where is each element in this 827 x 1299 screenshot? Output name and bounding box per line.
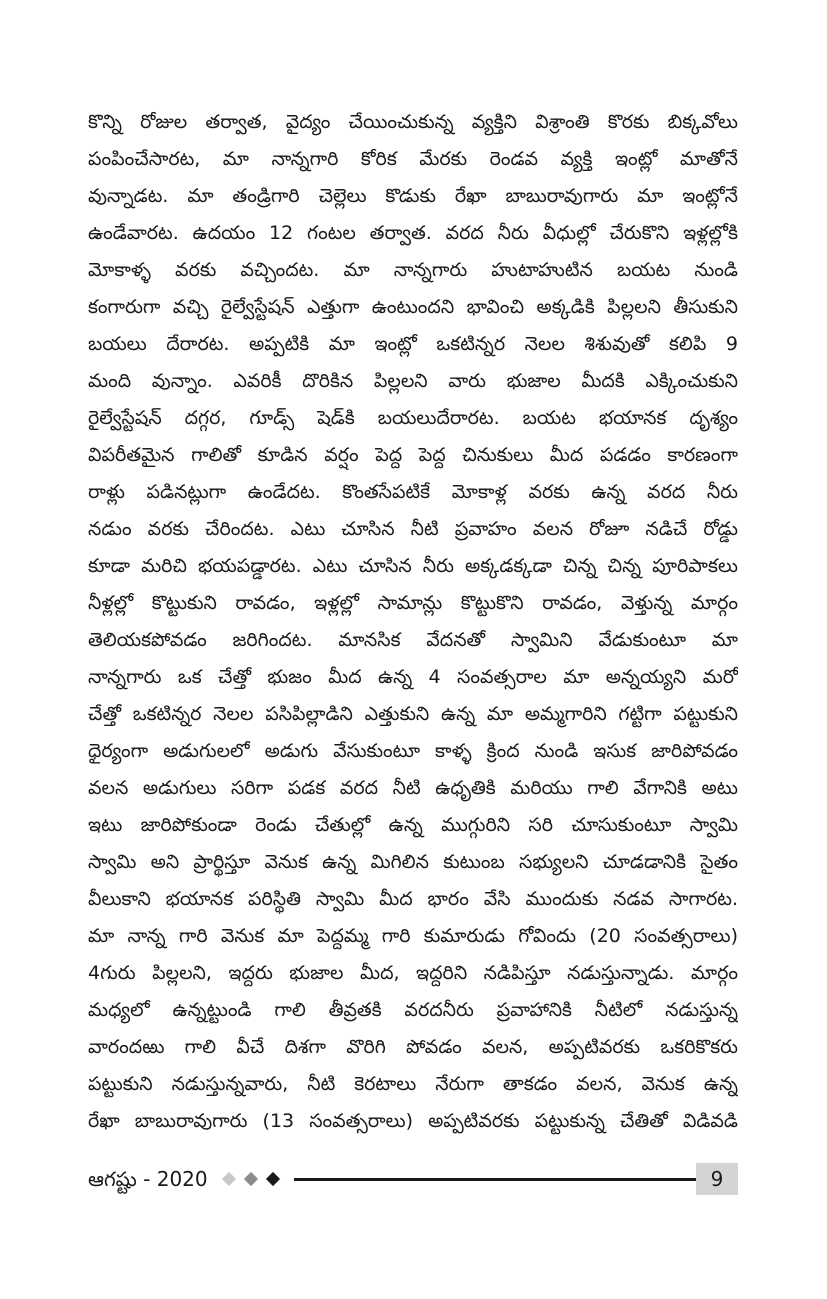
body-line: నాన్నగారు ఒక చేత్తో భుజం మీద ఉన్న 4 సంవత్సరాల మా అన్నయ్యని మరో <box>88 666 738 688</box>
body-line: ఇటు జారిపోకుండా రెండు చేతుల్లో ఉన్న ముగ్గురిని సరి చూసుకుంటూ స్వామి <box>88 814 738 836</box>
body-line: తెలియకపోవడం జరిగిందట. మానసిక వేదనతో స్వామిని వేడుకుంటూ మా <box>88 629 738 651</box>
body-line: విపరీతమైన గాలితో కూడిన వర్షం పెద్ద పెద్ద చినుకులు మీద పడడం కారణంగా <box>88 444 738 466</box>
body-line: వలన అడుగులు సరిగా పడక వరద నీటి ఉధృతికి మరియు గాలి వేగానికి అటు <box>88 777 738 799</box>
body-line: 4గురు పిల్లలని, ఇద్దరు భుజాల మీద, ఇద్దరిని నడిపిస్తూ నడుస్తున్నాడు. మార్గం <box>88 962 738 984</box>
body-line: పంపించేసారట, మా నాన్నగారి కోరిక మేరకు రెండవ వ్యక్తి ఇంట్లో మాతోనే <box>88 148 738 170</box>
diamond-dark-icon <box>266 1172 280 1186</box>
body-line: మా నాన్న గారి వెనుక మా పెద్దమ్మ గారి కుమారుడు గోవిందు (20 సంవత్సరాలు) <box>88 925 738 947</box>
body-line: బయలు దేరారట. అప్పటికి మా ఇంట్లో ఒకటిన్నర నెలల శిశువుతో కలిపి 9 <box>88 333 738 355</box>
body-line: చేత్తో ఒకటిన్నర నెలల పసిపిల్లాడిని ఎత్తుకుని ఉన్న మా అమ్మగారిని గట్టిగా పట్టుకుని <box>88 703 738 725</box>
body-line: కూడా మరిచి భయపడ్డారట. ఎటు చూసిన నీరు అక్కడక్కడా చిన్న చిన్న పూరిపాకలు <box>88 555 738 577</box>
body-line: వీలుకాని భయానక పరిస్థితి స్వామి మీద భారం వేసి ముందుకు నడవ సాగారట. <box>88 888 738 910</box>
body-line: మోకాళ్ళ వరకు వచ్చిందట. మా నాన్నగారు హుటాహుటిన బయట నుండి <box>88 259 738 281</box>
body-line: మంది వున్నాం. ఎవరికీ దొరికిన పిల్లలని వారు భుజాల మీదకి ఎక్కించుకుని <box>88 370 738 392</box>
body-line: కంగారుగా వచ్చి రైల్వేస్టేషన్ ఎత్తుగా ఉంటుందని భావించి అక్కడికి పిల్లలని తీసుకుని <box>88 296 738 318</box>
body-line: ఉండేవారట. ఉదయం 12 గంటల తర్వాత. వరద నీరు వీధుల్లో చేరుకొని ఇళ్లల్లోకి <box>88 222 738 244</box>
footer-rule <box>294 1178 696 1181</box>
diamond-light-icon <box>222 1172 236 1186</box>
body-line: నడుం వరకు చేరిందట. ఎటు చూసిన నీటి ప్రవాహం వలన రోజూ నడిచే రోడ్డు <box>88 518 738 540</box>
article-body <box>88 104 738 1154</box>
body-line: రైల్వేస్టేషన్ దగ్గర, గూడ్స్ షెడ్‌కి బయలుదేరారట. బయట భయానక దృశ్యం <box>88 407 738 429</box>
body-line: కొన్ని రోజుల తర్వాత, వైద్యం చేయించుకున్న వ్యక్తిని విశ్రాంతి కొరకు బిక్కవోలు <box>88 111 738 133</box>
body-line: రాళ్లు పడినట్లుగా ఉండేదట. కొంతసేపటికే మోకాళ్ల వరకు ఉన్న వరద నీరు <box>88 481 738 503</box>
body-line: వున్నాడట. మా తండ్రిగారి చెల్లెలు కొడుకు రేఖా బాబురావుగారు మా ఇంట్లోనే <box>88 185 738 207</box>
body-line: స్వామి అని ప్రార్థిస్తూ వెనుక ఉన్న మిగిలిన కుటుంబ సభ్యులని చూడడానికి సైతం <box>88 851 738 873</box>
body-line: మధ్యలో ఉన్నట్టుండి గాలి తీవ్రతకి వరదనీరు ప్రవాహానికి నీటిలో నడుస్తున్న <box>88 999 738 1021</box>
body-line: వారందఱు గాలి వీచే దిశగా వొరిగి పోవడం వలన, అప్పటివరకు ఒకరికొకరు <box>88 1036 738 1058</box>
page-number: 9 <box>696 1163 738 1195</box>
body-line: నీళ్లల్లో కొట్టుకుని రావడం, ఇళ్లల్లో సామాన్లు కొట్టుకొని రావడం, వెళ్తున్న మార్గం <box>88 592 738 614</box>
body-line: ధైర్యంగా అడుగులలో అడుగు వేసుకుంటూ కాళ్ళ క్రింద నుండి ఇసుక జారిపోవడం <box>88 740 738 762</box>
page-footer <box>88 1162 738 1196</box>
diamond-mid-icon <box>244 1172 258 1186</box>
body-line: రేఖా బాబురావుగారు (13 సంవత్సరాలు) అప్పటివరకు పట్టుకున్న చేతితో విడివడి <box>88 1110 738 1132</box>
issue-date: ఆగష్టు - 2020 <box>88 1167 208 1191</box>
body-line: పట్టుకుని నడుస్తున్నవారు, నీటి కెరటాలు నేరుగా తాకడం వలన, వెనుక ఉన్న <box>88 1073 738 1095</box>
